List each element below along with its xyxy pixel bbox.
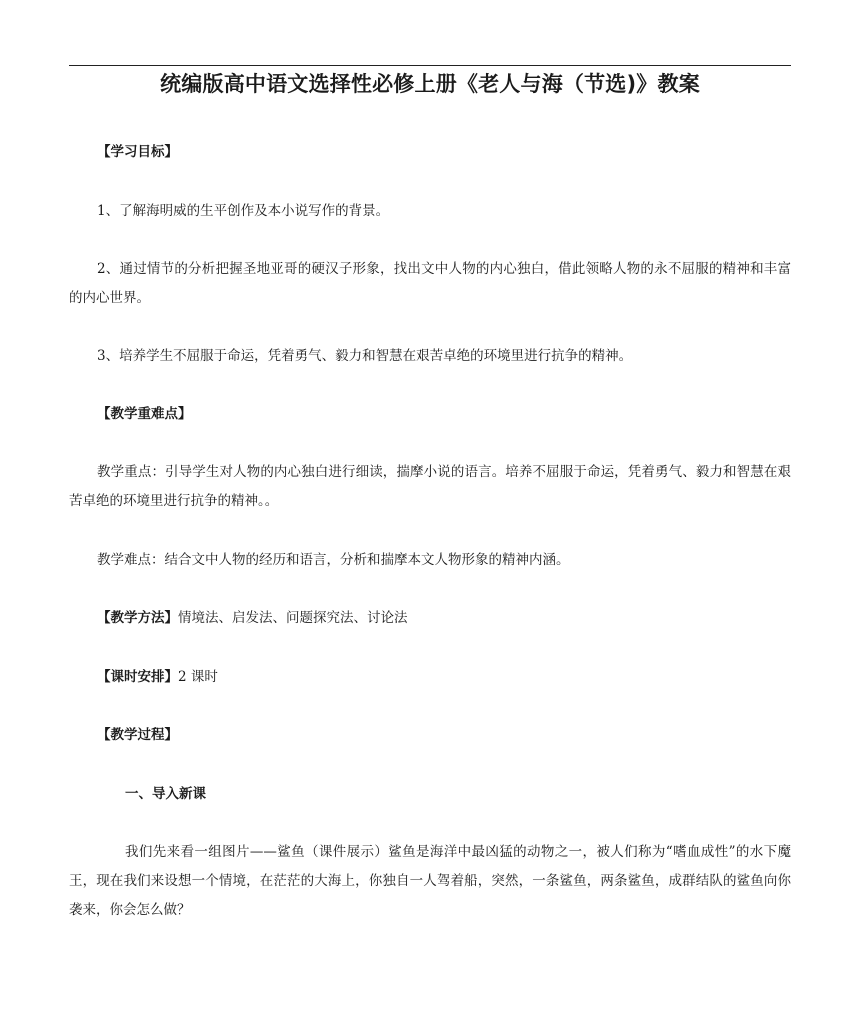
methods-text: 情境法、启发法、问题探究法、讨论法: [178, 610, 408, 626]
step-1-text: 我们先来看一组图片——鲨鱼（课件展示）鲨鱼是海洋中最凶猛的动物之一，被人们称为“嗜血成性”的水下魔王，现在我们来设想一个情境，在茫茫的大海上，你独自一人驾着船，突然，一条鲨鱼，两条鲨鱼，成群结队的鲨鱼向你袭来，你会怎么做？: [69, 844, 791, 918]
difficult-point: 教学难点：结合文中人物的经历和语言，分析和揣摩本文人物形象的精神内涵。: [97, 552, 570, 568]
step-1-heading: 一、导入新课: [125, 786, 206, 802]
schedule-heading: 【课时安排】: [97, 669, 178, 685]
header-rule: [69, 65, 791, 66]
methods-line: [69, 604, 791, 633]
schedule-text: 2 课时: [178, 669, 218, 685]
document-title: 统编版高中语文选择性必修上册《老人与海（节选)》教案: [160, 72, 700, 96]
objectives-heading: 【学习目标】: [97, 144, 178, 160]
objective-2: 2、通过情节的分析把握圣地亚哥的硬汉子形象，找出文中人物的内心独白，借此领略人物的永不屈服的精神和丰富的内心世界。: [69, 261, 791, 306]
objective-1: 1、了解海明威的生平创作及本小说写作的背景。: [97, 203, 390, 219]
objective-3: 3、培养学生不屈服于命运，凭着勇气、毅力和智慧在艰苦卓绝的环境里进行抗争的精神。: [97, 348, 633, 364]
key-points-heading: 【教学重难点】: [97, 406, 192, 422]
methods-heading: 【教学方法】: [97, 610, 178, 626]
key-point: 教学重点：引导学生对人物的内心独白进行细读，揣摩小说的语言。培养不屈服于命运，凭着勇气、毅力和智慧在艰苦卓绝的环境里进行抗争的精神。。: [69, 464, 791, 509]
schedule-line: [69, 663, 791, 692]
process-heading: 【教学过程】: [97, 727, 178, 743]
